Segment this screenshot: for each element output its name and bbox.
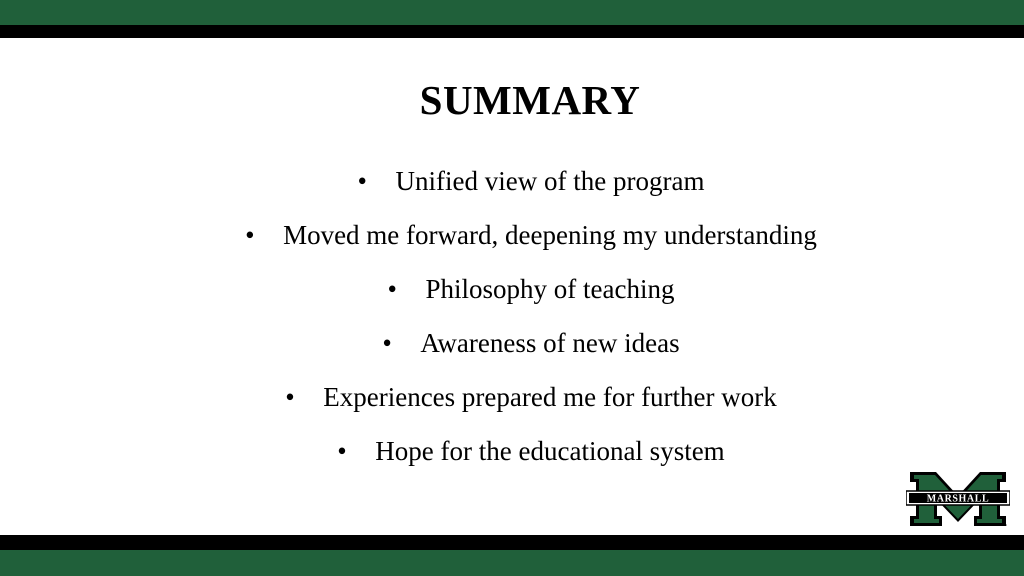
marshall-m-logo-icon (906, 470, 1010, 528)
bullet-item (0, 208, 1024, 262)
bullet-icon: • (357, 166, 367, 196)
bullet-item (0, 154, 1024, 208)
bottom-green-band (0, 550, 1024, 576)
bullet-icon: • (337, 436, 347, 466)
bullet-icon: • (387, 274, 397, 304)
logo-wordmark: MARSHALL (926, 493, 990, 505)
bullet-text: Moved me forward, deepening my understanding (283, 220, 817, 250)
top-green-band (0, 0, 1024, 25)
bullet-item (0, 316, 1024, 370)
bullet-text: Unified view of the program (395, 166, 705, 196)
bullet-icon: • (245, 220, 255, 250)
bullet-item (0, 262, 1024, 316)
bullet-text: Philosophy of teaching (425, 274, 675, 304)
logo-trademark: ™ (1003, 523, 1007, 528)
bullet-text: Awareness of new ideas (420, 328, 680, 358)
bullet-item (0, 424, 1024, 478)
top-black-band (0, 25, 1024, 38)
bullet-item (0, 370, 1024, 424)
bullet-list (0, 154, 1024, 478)
slide-title: SUMMARY (419, 77, 641, 123)
marshall-logo-graphic (906, 470, 1010, 528)
bullet-icon: • (285, 382, 295, 412)
bullet-icon: • (382, 328, 392, 358)
bullet-text: Hope for the educational system (375, 436, 725, 466)
bottom-black-band (0, 535, 1024, 550)
bullet-text: Experiences prepared me for further work (323, 382, 777, 412)
